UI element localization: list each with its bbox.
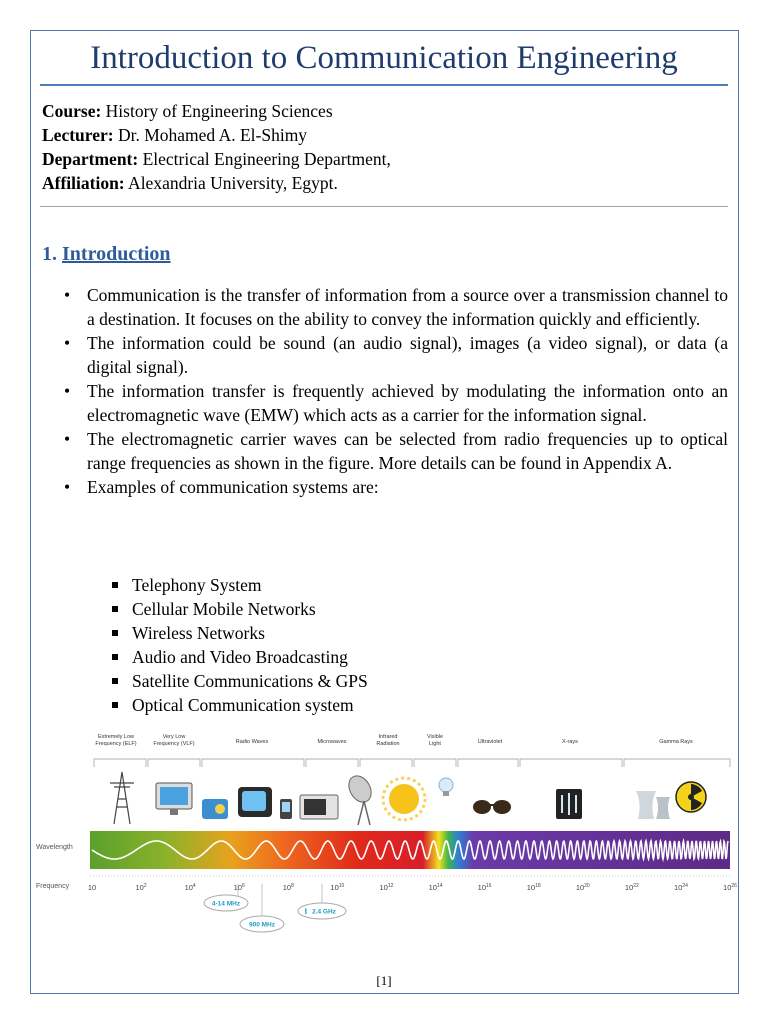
sunglasses-icon bbox=[473, 800, 511, 814]
square-bullet-icon bbox=[112, 702, 118, 708]
bluetooth-icon: ᛒ bbox=[304, 908, 308, 916]
bullet-dot-icon: • bbox=[64, 285, 71, 305]
nuclear-plant-icon bbox=[636, 791, 670, 819]
frequency-tick-label: $10^{18}$ bbox=[526, 883, 541, 892]
sub-list-item bbox=[112, 573, 368, 597]
frequency-tick-label: $10^{12}$ bbox=[379, 883, 394, 892]
band-label-visible-2: Light bbox=[429, 741, 441, 747]
callout-2-4ghz bbox=[298, 903, 346, 919]
band-label-infrared-2: Radiation bbox=[376, 741, 400, 747]
sub-list-item-text: Satellite Communications & GPS bbox=[132, 671, 368, 691]
band-label-gamma: Gamma Rays bbox=[659, 739, 693, 745]
frequency-tick-label: $10^{16}$ bbox=[477, 883, 492, 892]
meta-label: Course: bbox=[42, 101, 102, 121]
meta-department bbox=[42, 147, 391, 171]
microwave-oven-icon bbox=[300, 795, 338, 819]
frequency-tick-label: $10^4$ bbox=[184, 883, 196, 892]
section-title: Introduction bbox=[62, 243, 171, 265]
list-item bbox=[58, 331, 728, 379]
bullet-dot-icon: • bbox=[64, 333, 71, 353]
square-bullet-icon bbox=[112, 678, 118, 684]
callout-text: 4-14 MHz bbox=[211, 900, 241, 908]
band-label-ultraviolet: Ultraviolet bbox=[477, 739, 503, 745]
section-number: 1. bbox=[42, 243, 57, 265]
meta-divider bbox=[40, 206, 728, 207]
list-item bbox=[58, 427, 728, 475]
meta-course bbox=[42, 99, 391, 123]
band-label-vlf-2: Frequency (VLF) bbox=[153, 741, 195, 747]
satellite-dish-icon bbox=[344, 772, 375, 825]
frequency-tick-label: $10^2$ bbox=[135, 883, 147, 892]
list-item-text: The electromagnetic carrier waves can be selected from radio frequencies up to optical range frequencies as shown in the figure. More details can be found in Appendix A. bbox=[87, 429, 728, 473]
wavelength-label: Wavelength bbox=[36, 844, 73, 851]
frequency-tick-label: $10^{14}$ bbox=[428, 883, 443, 892]
sub-list-item bbox=[112, 693, 368, 717]
band-label-microwaves: Microwaves bbox=[317, 739, 347, 745]
bullet-dot-icon: • bbox=[64, 477, 71, 497]
frequency-tick-label: $10^{22}$ bbox=[624, 883, 639, 892]
meta-label: Affiliation: bbox=[42, 173, 125, 193]
list-item bbox=[58, 379, 728, 427]
callout-text: 2.4 GHz bbox=[312, 908, 336, 916]
band-label-infrared: Infrared bbox=[378, 734, 398, 740]
band-label-elf: Extremely Low bbox=[97, 734, 135, 740]
em-spectrum-figure bbox=[30, 727, 739, 937]
square-bullet-icon bbox=[112, 606, 118, 612]
callout-4-14mhz bbox=[204, 895, 248, 911]
frequency-tick-label: $10^{24}$ bbox=[673, 883, 688, 892]
xray-icon bbox=[556, 789, 582, 819]
sub-bullet-list bbox=[112, 573, 368, 717]
bullet-dot-icon: • bbox=[64, 429, 71, 449]
meta-value: Alexandria University, Egypt. bbox=[124, 173, 338, 193]
frequency-tick-label: $10^8$ bbox=[282, 883, 294, 892]
frequency-label: Frequency bbox=[36, 883, 70, 890]
meta-value: History of Engineering Sciences bbox=[101, 101, 333, 121]
frequency-tick-label: $10^{20}$ bbox=[575, 883, 590, 892]
sub-list-item bbox=[112, 645, 368, 669]
light-bulb-icon bbox=[439, 778, 453, 796]
sub-list-item-text: Audio and Video Broadcasting bbox=[132, 647, 348, 667]
frequency-ticks bbox=[88, 883, 737, 892]
bullet-dot-icon: • bbox=[64, 381, 71, 401]
frequency-tick-label: $10^{10}$ bbox=[330, 883, 345, 892]
band-label-radio: Radio Waves bbox=[235, 739, 269, 745]
meta-lecturer bbox=[42, 123, 391, 147]
meta-label: Lecturer: bbox=[42, 125, 114, 145]
band-icons bbox=[110, 772, 706, 825]
meta-value: Electrical Engineering Department, bbox=[138, 149, 391, 169]
sub-list-item-text: Cellular Mobile Networks bbox=[132, 599, 316, 619]
list-item bbox=[58, 283, 728, 331]
power-tower-icon bbox=[110, 772, 134, 824]
sub-list-item bbox=[112, 669, 368, 693]
monitor-icon bbox=[156, 783, 192, 815]
band-label-vlf: Very Low bbox=[162, 734, 186, 740]
list-item-text: Examples of communication systems are: bbox=[87, 477, 379, 497]
radio-icon bbox=[202, 799, 228, 819]
square-bullet-icon bbox=[112, 630, 118, 636]
sub-list-item bbox=[112, 621, 368, 645]
radiation-icon bbox=[676, 782, 706, 812]
band-label-elf-2: Frequency (ELF) bbox=[95, 741, 137, 747]
square-bullet-icon bbox=[112, 582, 118, 588]
band-brackets bbox=[94, 759, 730, 767]
sub-list-item-text: Telephony System bbox=[132, 575, 262, 595]
meta-value: Dr. Mohamed A. El-Shimy bbox=[113, 125, 308, 145]
sub-list-item bbox=[112, 597, 368, 621]
frequency-tick-label: $10^6$ bbox=[233, 883, 245, 892]
list-item-text: The information transfer is frequently achieved by modulating the information onto an electromagnetic wave (EMW) which acts as a carrier for the information signal. bbox=[87, 381, 728, 425]
section-heading bbox=[42, 243, 171, 266]
page-number: [1] bbox=[376, 973, 392, 988]
callout-900mhz bbox=[240, 916, 284, 932]
frequency-tick-label: 10 bbox=[87, 883, 97, 892]
meta-affiliation bbox=[42, 171, 391, 195]
sub-list-item-text: Optical Communication system bbox=[132, 695, 354, 715]
title-divider bbox=[40, 84, 728, 86]
bullet-list bbox=[58, 283, 728, 499]
square-bullet-icon bbox=[112, 654, 118, 660]
band-label-visible: Visible bbox=[426, 734, 444, 740]
document-meta bbox=[42, 99, 391, 195]
sub-list-item-text: Wireless Networks bbox=[132, 623, 265, 643]
callout-text: 900 MHz bbox=[248, 921, 276, 929]
list-item bbox=[58, 475, 728, 499]
band-label-xrays: X-rays bbox=[562, 739, 578, 745]
list-item-text: The information could be sound (an audio signal), images (a video signal), or data (a digital signal). bbox=[87, 333, 728, 377]
document-title: Introduction to Communication Engineering bbox=[90, 40, 678, 76]
sun-icon bbox=[383, 778, 425, 820]
meta-label: Department: bbox=[42, 149, 139, 169]
band-labels bbox=[95, 734, 693, 747]
tv-icon bbox=[238, 787, 272, 817]
list-item-text: Communication is the transfer of information from a source over a transmission channel to a destination. It focuses on the ability to convey the information quickly and efficiently. bbox=[87, 285, 728, 329]
phone-icon bbox=[280, 799, 292, 819]
frequency-callouts bbox=[204, 884, 346, 932]
frequency-tick-label: $10^{26}$ bbox=[723, 883, 737, 892]
